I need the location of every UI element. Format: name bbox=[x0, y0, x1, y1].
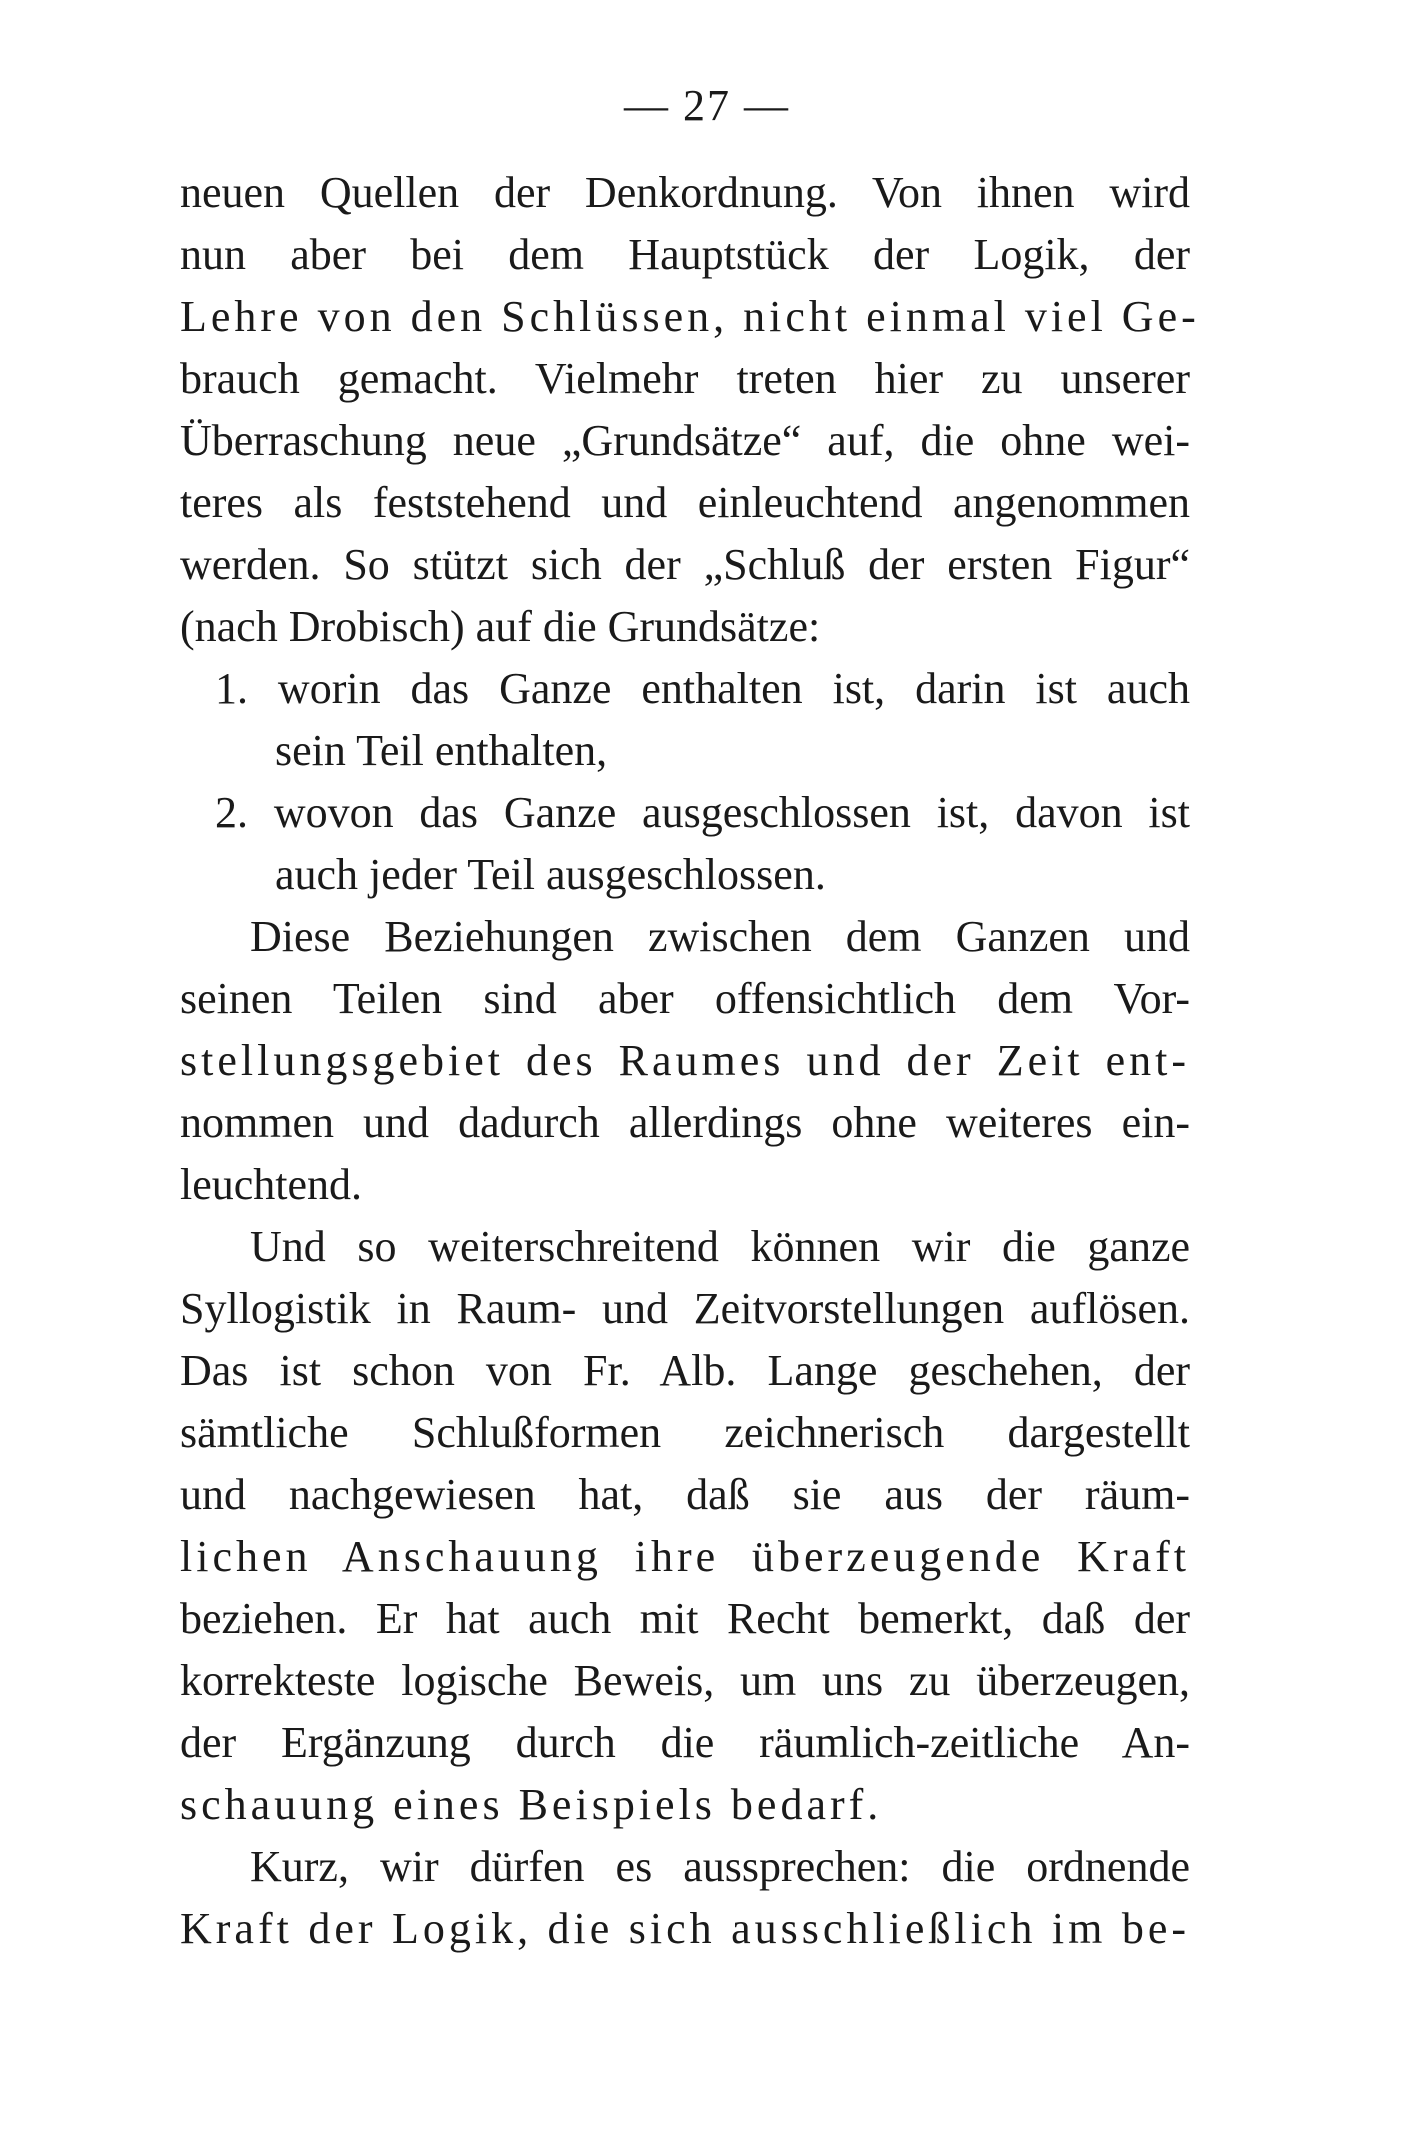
list-item-2: 2. wovon das Ganze ausgeschlossen ist, davon ist bbox=[215, 788, 1190, 837]
text-line: lichen Anschauung ihre überzeugende Kraft bbox=[180, 1532, 1190, 1581]
text-line: beziehen. Er hat auch mit Recht bemerkt, daß der bbox=[180, 1594, 1190, 1643]
text-line: (nach Drobisch) auf die Grundsätze: bbox=[180, 602, 821, 651]
text-line: Diese Beziehungen zwischen dem Ganzen und bbox=[250, 912, 1190, 961]
list-item-1: 1. worin das Ganze enthalten ist, darin ist auch bbox=[215, 664, 1190, 713]
text-line: sämtliche Schlußformen zeichnerisch dargestellt bbox=[180, 1408, 1190, 1457]
text-line: schauung eines Beispiels bedarf. bbox=[180, 1780, 883, 1829]
text-line: nommen und dadurch allerdings ohne weiteres ein- bbox=[180, 1098, 1190, 1147]
list-item-1-continuation: sein Teil enthalten, bbox=[275, 726, 608, 775]
list-item-2-continuation: auch jeder Teil ausgeschlossen. bbox=[275, 850, 826, 899]
text-line: Syllogistik in Raum- und Zeitvorstellungen auflösen. bbox=[180, 1284, 1190, 1333]
text-line: seinen Teilen sind aber offensichtlich dem Vor- bbox=[180, 974, 1190, 1023]
text-line: Lehre von den Schlüssen, nicht einmal viel Ge- bbox=[180, 292, 1200, 341]
text-line: Und so weiterschreitend können wir die ganze bbox=[250, 1222, 1190, 1271]
text-line: der Ergänzung durch die räumlich-zeitliche An- bbox=[180, 1718, 1190, 1767]
text-line: brauch gemacht. Vielmehr treten hier zu unserer bbox=[180, 354, 1190, 403]
text-line: Kraft der Logik, die sich ausschließlich im be- bbox=[180, 1904, 1190, 1953]
text-line: Überraschung neue „Grundsätze“ auf, die ohne wei- bbox=[180, 416, 1190, 465]
text-line: nun aber bei dem Hauptstück der Logik, der bbox=[180, 230, 1190, 279]
text-line: werden. So stützt sich der „Schluß der ersten Figur“ bbox=[180, 540, 1190, 589]
page-number: — 27 — bbox=[624, 81, 790, 130]
text-line: und nachgewiesen hat, daß sie aus der räum- bbox=[180, 1470, 1190, 1519]
text-line: Kurz, wir dürfen es aussprechen: die ordnende bbox=[250, 1842, 1190, 1891]
text-line: Das ist schon von Fr. Alb. Lange geschehen, der bbox=[180, 1346, 1190, 1395]
text-line: korrekteste logische Beweis, um uns zu überzeugen, bbox=[180, 1656, 1190, 1705]
text-line: leuchtend. bbox=[180, 1160, 363, 1209]
text-line: stellungsgebiet des Raumes und der Zeit ent- bbox=[180, 1036, 1190, 1085]
text-line: neuen Quellen der Denkordnung. Von ihnen wird bbox=[180, 168, 1190, 217]
body-text bbox=[180, 162, 1200, 1960]
text-line: teres als feststehend und einleuchtend angenommen bbox=[180, 478, 1190, 527]
